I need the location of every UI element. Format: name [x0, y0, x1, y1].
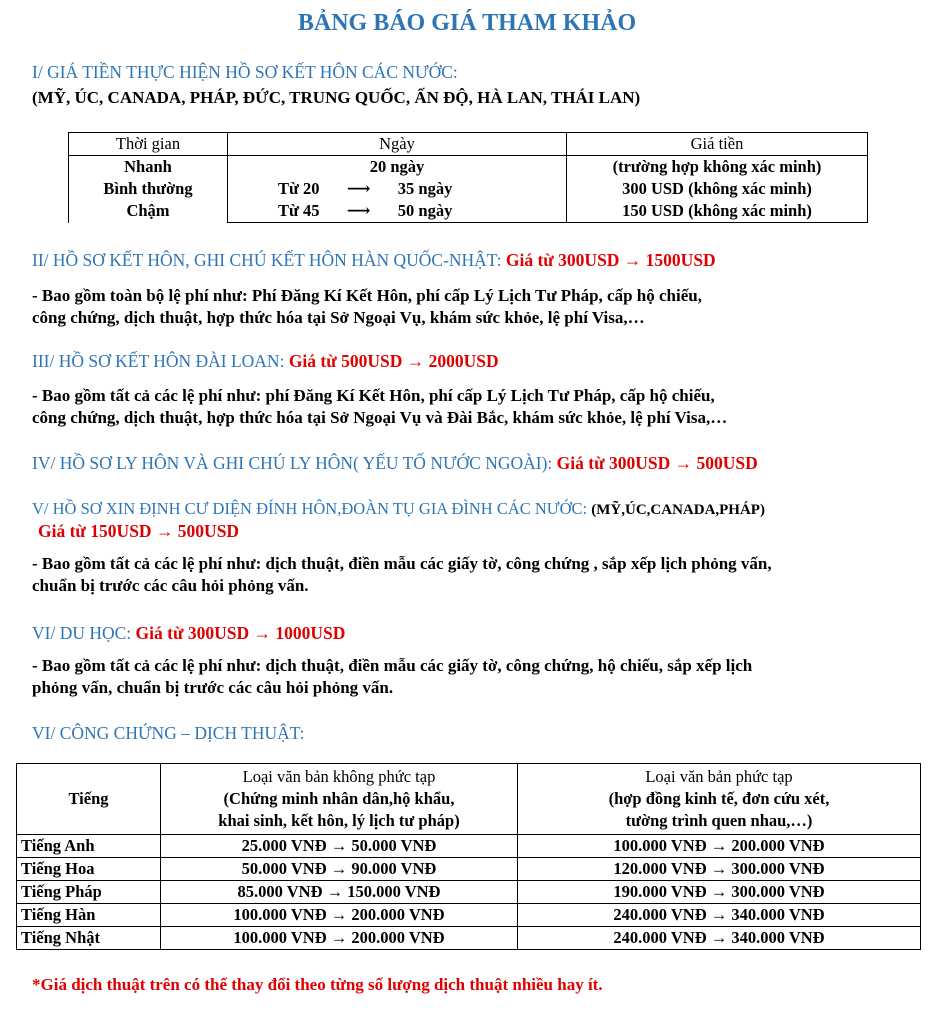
days-to: 50 ngày: [397, 201, 453, 220]
table-header-complex: Loại văn bản phức tạp (hợp đồng kinh tế, đơn cứu xét, tường trình quen nhau,…): [518, 764, 921, 835]
table-header-simple: Loại văn bản không phức tạp (Chứng minh nhân dân,hộ khẩu, khai sinh, kết hôn, lý lịch tư pháp): [161, 764, 518, 835]
table-header-days: Ngày: [228, 133, 567, 156]
language-cell: Tiếng Hoa: [17, 858, 161, 881]
section3-heading: III/ HỒ SƠ KẾT HÔN ĐÀI LOAN: Giá từ 500USD → 2000USD: [32, 351, 499, 371]
complex-price-cell: 190.000 VNĐ → 300.000 VNĐ: [518, 881, 921, 904]
days-from: Từ 20: [278, 179, 320, 198]
complex-price-cell: 240.000 VNĐ → 340.000 VNĐ: [518, 904, 921, 927]
section6-description: - Bao gồm tất cả các lệ phí như: dịch thuật, điền mẫu các giấy tờ, công chứng, hộ chiếu, sắp xếp lịch phỏng vấn, chuẩn bị trước các câu hỏi phỏng vấn.: [32, 656, 753, 697]
simple-price-cell: 100.000 VNĐ → 200.000 VNĐ: [161, 927, 518, 950]
section5-price-line: [38, 521, 239, 542]
price-cell: 300 USD (không xác minh): [622, 179, 812, 198]
language-cell: Tiếng Anh: [17, 835, 161, 858]
section6-heading: VI/ DU HỌC: Giá từ 300USD → 1000USD: [32, 623, 346, 643]
arrow-icon: ⟶: [346, 179, 371, 198]
section5-countries: (MỸ,ÚC,CANADA,PHÁP): [591, 502, 765, 518]
section6-price: Giá từ 300USD → 1000USD: [135, 623, 346, 643]
simple-price-cell: 25.000 VNĐ → 50.000 VNĐ: [161, 835, 518, 858]
page-title: BẢNG BÁO GIÁ THAM KHẢO: [297, 10, 637, 36]
time-cell: Nhanh: [124, 157, 172, 177]
table-row: [69, 156, 868, 223]
section2-price: Giá từ 300USD → 1500USD: [505, 250, 716, 270]
language-cell: Tiếng Nhật: [17, 927, 161, 950]
table-row: [17, 835, 921, 858]
time-cell: Bình thường: [103, 179, 193, 199]
days-from: Từ 45: [278, 201, 320, 220]
table-row: [17, 904, 921, 927]
section1-heading: I/ GIÁ TIỀN THỰC HIỆN HỒ SƠ KẾT HÔN CÁC NƯỚC:: [32, 62, 458, 82]
section4-price: Giá từ 300USD → 500USD: [556, 453, 758, 473]
table-row: [17, 881, 921, 904]
section5-heading: V/ HỒ SƠ XIN ĐỊNH CƯ DIỆN ĐÍNH HÔN,ĐOÀN TỤ GIA ĐÌNH CÁC NƯỚC: (MỸ,ÚC,CANADA,PHÁP): [32, 499, 765, 518]
complex-price-cell: 100.000 VNĐ → 200.000 VNĐ: [518, 835, 921, 858]
price-cell: 150 USD (không xác minh): [622, 201, 812, 220]
days-to: 35 ngày: [397, 179, 453, 198]
table-header-language: Tiếng: [17, 764, 161, 835]
section3-description: - Bao gồm tất cả các lệ phí như: phí Đăng Kí Kết Hôn, phí cấp Lý Lịch Tư Pháp, cấp hộ chiếu, công chứng, dịch thuật, hợp thức hóa tại Sở Ngoại Vụ và Đài Bắc, khám sức khỏe, lệ phí Visa,…: [32, 386, 728, 427]
table-row: [17, 927, 921, 950]
simple-price-cell: 50.000 VNĐ → 90.000 VNĐ: [161, 858, 518, 881]
section3-price: Giá từ 500USD → 2000USD: [288, 351, 499, 371]
wedding-doc-price-table: [68, 132, 868, 223]
arrow-icon: ⟶: [346, 201, 371, 220]
section2-heading: II/ HỒ SƠ KẾT HÔN, GHI CHÚ KẾT HÔN HÀN QUỐC-NHẬT: Giá từ 300USD → 1500USD: [32, 250, 716, 270]
simple-price-cell: 100.000 VNĐ → 200.000 VNĐ: [161, 904, 518, 927]
complex-price-cell: 240.000 VNĐ → 340.000 VNĐ: [518, 927, 921, 950]
table-header-time: Thời gian: [69, 133, 228, 156]
section7-heading: VI/ CÔNG CHỨNG – DỊCH THUẬT:: [32, 723, 305, 743]
table-header-price: Giá tiền: [567, 133, 868, 156]
section5-price: Giá từ 150USD → 500USD: [38, 521, 240, 541]
section1-countries: (MỸ, ÚC, CANADA, PHÁP, ĐỨC, TRUNG QUỐC, ẤN ĐỘ, HÀ LAN, THÁI LAN): [32, 88, 641, 107]
table-row: [17, 858, 921, 881]
price-cell: (trường hợp không xác minh): [612, 157, 822, 176]
section4-heading: IV/ HỒ SƠ LY HÔN VÀ GHI CHÚ LY HÔN( YẾU TỐ NƯỚC NGOÀI): Giá từ 300USD → 500USD: [32, 453, 758, 473]
language-cell: Tiếng Hàn: [17, 904, 161, 927]
simple-price-cell: 85.000 VNĐ → 150.000 VNĐ: [161, 881, 518, 904]
time-cell: Chậm: [126, 201, 170, 221]
footnote: *Giá dịch thuật trên có thể thay đổi theo từng số lượng dịch thuật nhiều hay ít.: [32, 975, 603, 994]
translation-price-table: [16, 763, 921, 950]
section5-description: - Bao gồm tất cả các lệ phí như: dịch thuật, điền mẫu các giấy tờ, công chứng , sắp xếp lịch phỏng vấn, chuẩn bị trước các câu hỏi phỏng vấn.: [32, 554, 772, 595]
language-cell: Tiếng Pháp: [17, 881, 161, 904]
section2-description: - Bao gồm toàn bộ lệ phí như: Phí Đăng Kí Kết Hôn, phí cấp Lý Lịch Tư Pháp, cấp hộ chiếu, công chứng, dịch thuật, hợp thức hóa tại Sở Ngoại Vụ, khám sức khỏe, lệ phí Visa,…: [32, 286, 702, 327]
complex-price-cell: 120.000 VNĐ → 300.000 VNĐ: [518, 858, 921, 881]
days-cell: 20 ngày: [369, 157, 425, 176]
